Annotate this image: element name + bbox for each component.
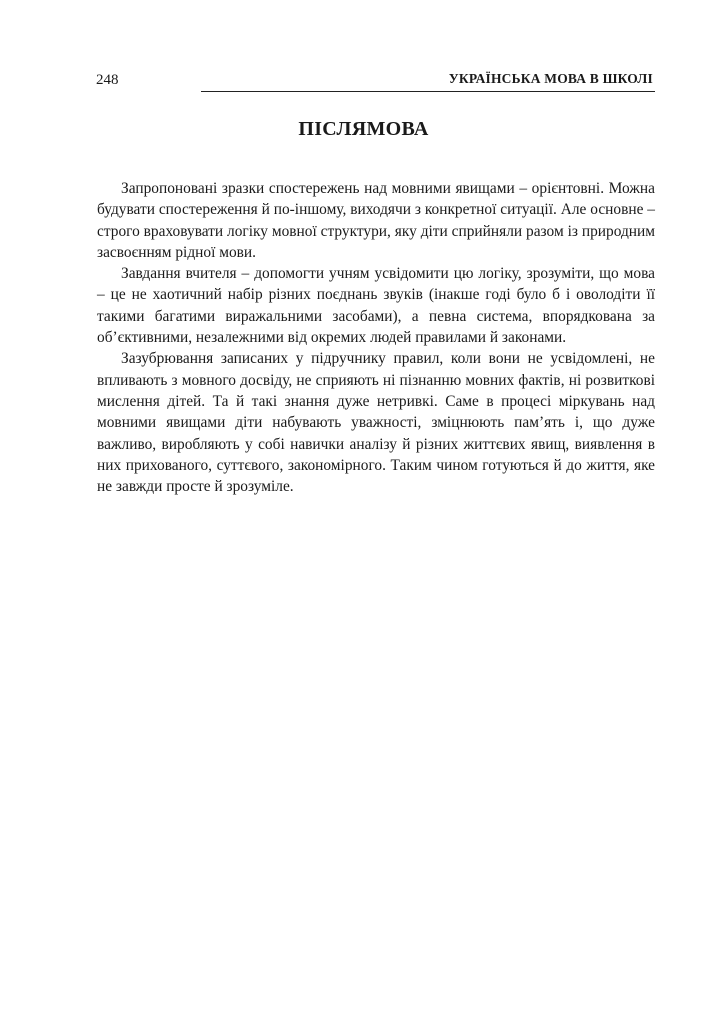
running-title: УКРАЇНСЬКА МОВА В ШКОЛІ (448, 71, 653, 86)
page-number: 248 (96, 72, 119, 88)
header-rule (201, 91, 655, 92)
paragraph: Зазубрювання записаних у підручнику правил, коли вони не усвідомлені, не впливають з мовного досвіду, не сприяють ні пізнанню мовних фактів, ні розвиткові мислення дітей. Та й такі знання дуже нетривкі. Саме в процесі міркувань над мовними явищами діти набувають уважності, зміцнюють пам’ять і, що дуже важливо, виробляють у собі навички аналізу й різних життєвих явищ, виявлення в них прихованого, суттєвого, закономірного. Таким чином готуються й до життя, яке не завжди просте й зрозуміле. (97, 350, 655, 496)
paragraph: Запропоновані зразки спостережень над мовними явищами – орієнтовні. Можна будувати спостереження й по-іншому, виходячи з конкретної ситуації. Але основне – строго враховувати логіку мовної структури, яку діти сприйняли разом із природним засвоєнням рідної мови. (97, 180, 655, 261)
section-title: ПІСЛЯМОВА (298, 118, 429, 140)
body-text (97, 178, 655, 497)
paragraph: Завдання вчителя – допомогти учням усвідомити цю логіку, зрозуміти, що мова – це не хаотичний набір різних поєднань звуків (інакше годі було б і оволодіти її такими багатими виражальними засобами), а певна система, впорядкована за об’єктивними, незалежними від окремих людей правилами й законами. (97, 265, 655, 347)
